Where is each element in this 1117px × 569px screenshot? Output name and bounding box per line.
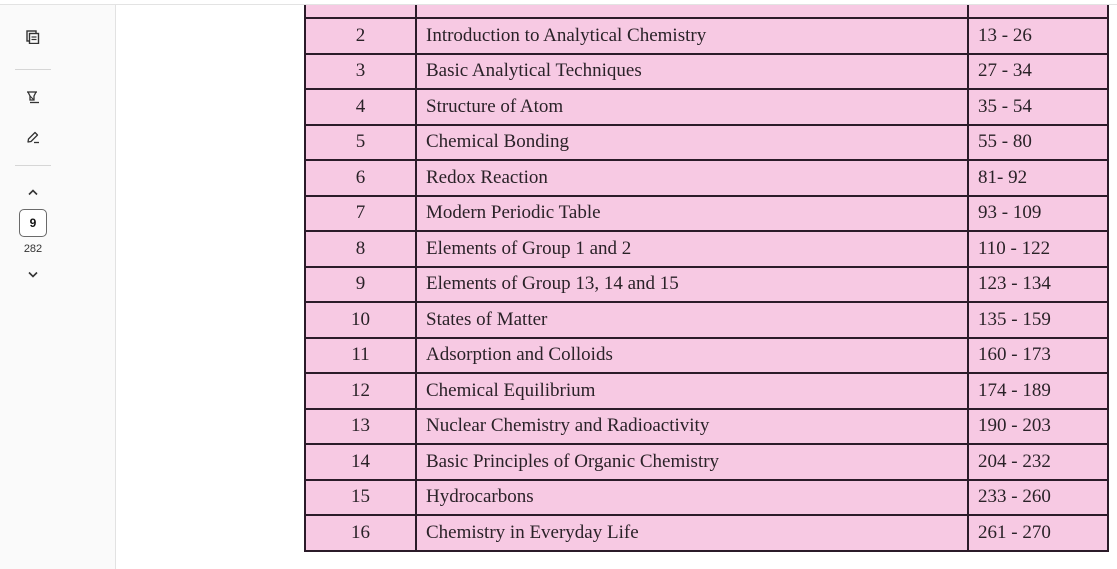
- document-viewport[interactable]: [117, 5, 1117, 569]
- table-row: [305, 231, 1108, 267]
- page-range: 261 - 270: [968, 515, 1108, 551]
- chapter-title: Elements of Group 1 and 2: [416, 231, 968, 267]
- page-range: 93 - 109: [968, 196, 1108, 232]
- chapter-number: 4: [305, 89, 416, 125]
- chapter-title: States of Matter: [416, 302, 968, 338]
- chapter-title: Nuclear Chemistry and Radioactivity: [416, 409, 968, 445]
- chapter-title: [416, 5, 968, 18]
- chapter-number: 14: [305, 444, 416, 480]
- chapter-number: 2: [305, 18, 416, 54]
- draw-button[interactable]: [21, 125, 45, 149]
- thumbnails-button[interactable]: [21, 25, 45, 49]
- table-row: [305, 444, 1108, 480]
- page-range: 190 - 203: [968, 409, 1108, 445]
- chapter-title: Chemistry in Everyday Life: [416, 515, 968, 551]
- current-page-input[interactable]: 9: [19, 209, 47, 237]
- table-row: [305, 5, 1108, 18]
- chapter-number: 16: [305, 515, 416, 551]
- table-row: [305, 18, 1108, 54]
- previous-page-button[interactable]: [21, 180, 45, 204]
- chapter-title: Elements of Group 13, 14 and 15: [416, 267, 968, 303]
- chapter-number: 11: [305, 338, 416, 374]
- chevron-down-icon: [27, 271, 39, 279]
- chapter-number: [305, 5, 416, 18]
- page-range: 55 - 80: [968, 125, 1108, 161]
- chapter-title: Chemical Equilibrium: [416, 373, 968, 409]
- page-range: 110 - 122: [968, 231, 1108, 267]
- chapter-number: 10: [305, 302, 416, 338]
- table-row: [305, 54, 1108, 90]
- chapter-title: Hydrocarbons: [416, 480, 968, 516]
- total-pages: 282: [23, 243, 43, 255]
- chapter-number: 12: [305, 373, 416, 409]
- sidebar-divider: [15, 165, 51, 166]
- chapter-number: 6: [305, 160, 416, 196]
- chapter-number: 7: [305, 196, 416, 232]
- chapter-number: 9: [305, 267, 416, 303]
- highlight-icon: [26, 90, 40, 104]
- page-range: 174 - 189: [968, 373, 1108, 409]
- table-row: [305, 89, 1108, 125]
- chapter-title: Chemical Bonding: [416, 125, 968, 161]
- sidebar-rail: [14, 5, 52, 287]
- chapter-title: Basic Analytical Techniques: [416, 54, 968, 90]
- chapter-title: Structure of Atom: [416, 89, 968, 125]
- page-range: 35 - 54: [968, 89, 1108, 125]
- table-row: [305, 267, 1108, 303]
- thumbnails-icon: [26, 30, 40, 44]
- chapter-number: 15: [305, 480, 416, 516]
- page-range: 13 - 26: [968, 18, 1108, 54]
- table-row: [305, 515, 1108, 551]
- table-row: [305, 302, 1108, 338]
- chapter-number: 13: [305, 409, 416, 445]
- table-row: [305, 196, 1108, 232]
- page-range: 81- 92: [968, 160, 1108, 196]
- page-range: 27 - 34: [968, 54, 1108, 90]
- chevron-up-icon: [27, 188, 39, 196]
- table-row: [305, 338, 1108, 374]
- page-range: 233 - 260: [968, 480, 1108, 516]
- table-row: [305, 160, 1108, 196]
- table-row: [305, 480, 1108, 516]
- table-row: [305, 409, 1108, 445]
- chapter-number: 5: [305, 125, 416, 161]
- viewer-sidebar: [0, 5, 116, 569]
- page-range: 204 - 232: [968, 444, 1108, 480]
- table-row: [305, 125, 1108, 161]
- page-range: 123 - 134: [968, 267, 1108, 303]
- page-range: 135 - 159: [968, 302, 1108, 338]
- chapter-number: 8: [305, 231, 416, 267]
- draw-icon: [26, 130, 40, 144]
- sidebar-divider: [15, 69, 51, 70]
- chapter-title: Introduction to Analytical Chemistry: [416, 18, 968, 54]
- chapter-number: 3: [305, 54, 416, 90]
- table-of-contents: [304, 5, 1109, 552]
- highlight-button[interactable]: [21, 85, 45, 109]
- next-page-button[interactable]: [21, 263, 45, 287]
- page-range: [968, 5, 1108, 18]
- chapter-title: Modern Periodic Table: [416, 196, 968, 232]
- chapter-title: Redox Reaction: [416, 160, 968, 196]
- chapter-title: Adsorption and Colloids: [416, 338, 968, 374]
- table-row: [305, 373, 1108, 409]
- chapter-title: Basic Principles of Organic Chemistry: [416, 444, 968, 480]
- page-range: 160 - 173: [968, 338, 1108, 374]
